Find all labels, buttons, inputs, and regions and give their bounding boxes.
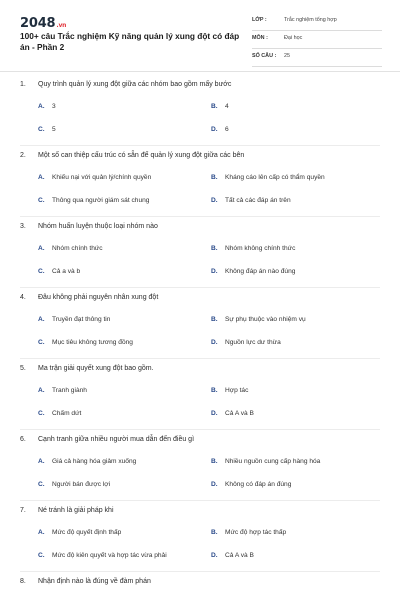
answer-option-d[interactable]: D. 6 <box>211 126 229 133</box>
answer-option-d[interactable]: D. Tất cả các đáp án trên <box>211 197 291 204</box>
answer-option-d[interactable]: D. Không có đáp án đúng <box>211 481 292 488</box>
answer-option-d[interactable]: D. Cả A và B <box>211 552 254 559</box>
meta-label: MÔN : <box>252 35 268 41</box>
answer-option-b[interactable]: B. Mức độ hợp tác thấp <box>211 529 287 536</box>
divider <box>20 500 380 501</box>
document-meta <box>252 13 382 67</box>
answer-option-c[interactable]: C. Chấm dứt <box>38 410 82 417</box>
answer-option-c[interactable]: C. Cả a và b <box>38 268 81 275</box>
meta-subject-row <box>252 31 382 49</box>
answer-option-b[interactable]: B. Nhiều nguồn cung cấp hàng hóa <box>211 458 321 465</box>
logo-suffix: .vn <box>56 22 67 29</box>
answer-option-b[interactable]: B. Sự phụ thuộc vào nhiệm vụ <box>211 316 306 323</box>
divider <box>20 145 380 146</box>
question-number: 2. <box>20 152 26 159</box>
question-text: 4. Đâu không phải nguyên nhân xung đột <box>20 294 159 301</box>
divider <box>20 358 380 359</box>
answer-option-c[interactable]: C. Người bán được lợi <box>38 481 111 488</box>
answer-option-a[interactable]: A. Tranh giành <box>38 387 87 394</box>
divider <box>20 429 380 430</box>
answer-option-b[interactable]: B. 4 <box>211 103 229 110</box>
answer-option-a[interactable]: A. Giá cả hàng hóa giảm xuống <box>38 458 137 465</box>
meta-class-row <box>252 13 382 31</box>
question-number: 6. <box>20 436 26 443</box>
meta-value: 25 <box>284 53 290 59</box>
question-number: 3. <box>20 223 26 230</box>
question-text: 1. Quy trình quản lý xung đột giữa các nhóm bao gồm mấy bước <box>20 81 232 88</box>
divider <box>20 216 380 217</box>
answer-option-b[interactable]: B. Hợp tác <box>211 387 249 394</box>
question-text: 3. Nhóm huấn luyện thuộc loại nhóm nào <box>20 223 158 230</box>
meta-count-row <box>252 49 382 67</box>
divider <box>20 287 380 288</box>
answer-option-c[interactable]: C. Thông qua người giám sát chung <box>38 197 150 204</box>
answer-option-c[interactable]: C. 5 <box>38 126 56 133</box>
question-number: 8. <box>20 578 26 585</box>
question-text: 6. Cạnh tranh giữa nhiều người mua dẫn đến điều gì <box>20 436 195 443</box>
meta-value: Đại học <box>284 35 303 41</box>
answer-option-d[interactable]: D. Cả A và B <box>211 410 254 417</box>
answer-option-d[interactable]: D. Không đáp án nào đúng <box>211 268 296 275</box>
answer-option-a[interactable]: A. Nhóm chính thức <box>38 245 103 252</box>
meta-value: Trắc nghiệm tổng hợp <box>284 17 337 23</box>
question-number: 4. <box>20 294 26 301</box>
question-number: 7. <box>20 507 26 514</box>
divider <box>20 571 380 572</box>
question-text: 8. Nhận định nào là đúng về đàm phán <box>20 578 151 585</box>
question-number: 5. <box>20 365 26 372</box>
answer-option-b[interactable]: B. Nhóm không chính thức <box>211 245 296 252</box>
question-text: 7. Né tránh là giải pháp khi <box>20 507 114 514</box>
answer-option-a[interactable]: A. 3 <box>38 103 56 110</box>
logo-text: 2048 <box>20 16 56 31</box>
answer-option-b[interactable]: B. Kháng cáo lên cấp có thẩm quyền <box>211 174 325 181</box>
question-text: 2. Một số can thiệp cấu trúc có sẵn để quản lý xung đột giữa các bên <box>20 152 245 159</box>
answer-option-c[interactable]: C. Mục tiêu không tương đồng <box>38 339 133 346</box>
document-header <box>0 0 400 72</box>
meta-label: SỐ CÂU : <box>252 53 277 59</box>
answer-option-a[interactable]: A. Mức độ quyết định thấp <box>38 529 122 536</box>
document-title: 100+ câu Trắc nghiệm Kỹ năng quản lý xung đột có đáp án - Phần 2 <box>20 31 240 52</box>
answer-option-d[interactable]: D. Nguồn lực dư thừa <box>211 339 281 346</box>
meta-label: LỚP : <box>252 17 267 23</box>
answer-option-a[interactable]: A. Khiếu nại với quản lý/chính quyền <box>38 174 152 181</box>
question-number: 1. <box>20 81 26 88</box>
answer-option-c[interactable]: C. Mức độ kiên quyết và hợp tác vừa phải <box>38 552 167 559</box>
answer-option-a[interactable]: A. Truyền đạt thông tin <box>38 316 111 323</box>
question-text: 5. Ma trận giải quyết xung đột bao gồm. <box>20 365 154 372</box>
site-logo[interactable] <box>20 16 66 31</box>
